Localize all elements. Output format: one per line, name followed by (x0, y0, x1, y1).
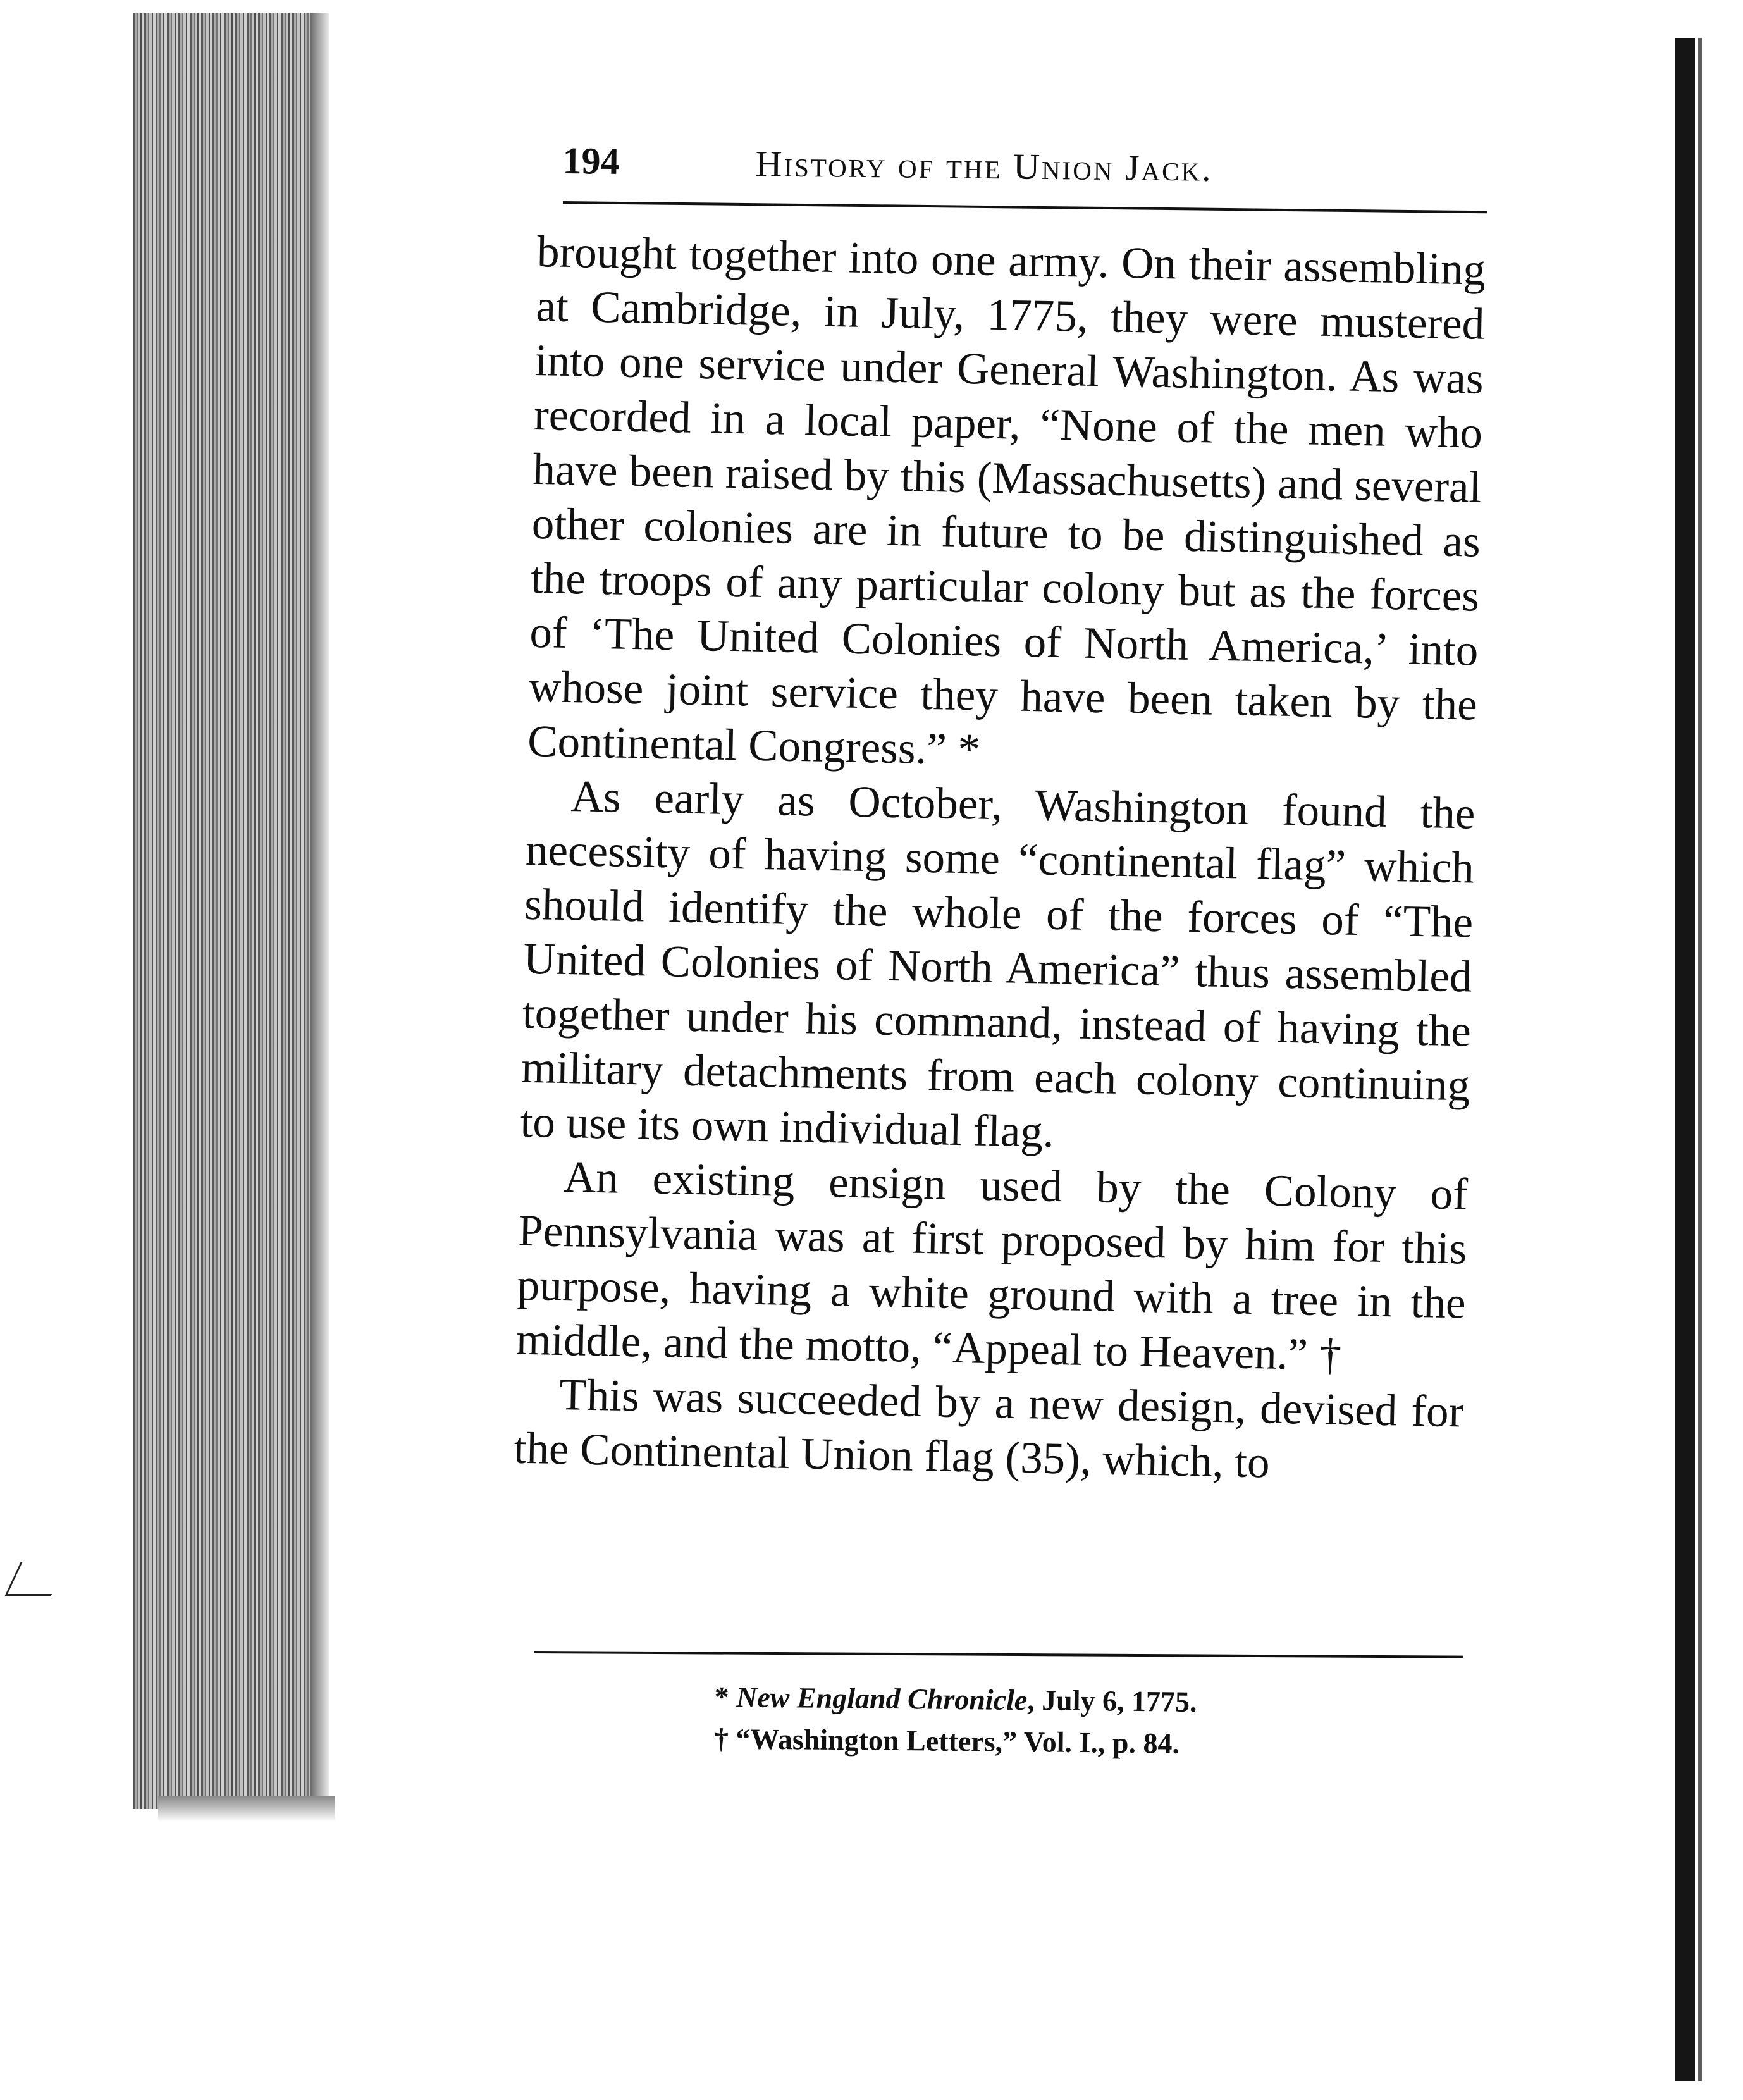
page-edge-bottom (158, 1796, 335, 1822)
header-rule (563, 201, 1487, 213)
body-text (514, 225, 1486, 1493)
footnote-source: “Washington Letters,” (736, 1722, 1018, 1758)
paragraph: This was succeeded by a new design, devised for the Continental Union flag (35), which, to (514, 1370, 1464, 1488)
footnote-mark: * (714, 1680, 729, 1714)
right-gutter-line (1698, 38, 1702, 2081)
footnote (714, 1676, 1474, 1726)
footnote-source: New England Chronicle (736, 1681, 1028, 1717)
footnote-mark: † (713, 1722, 729, 1755)
page-block-edge (133, 13, 323, 1809)
page-edge-shadow (310, 13, 329, 1809)
footnotes (714, 1676, 1474, 1768)
footnote-rule (534, 1651, 1463, 1658)
paragraph: An existing ensign used by the Colony of Pennsylvania was at first proposed by him for this purpose, having a white ground with a tree in the middle, and the motto, “Appeal to Heaven.” † (515, 1152, 1469, 1380)
paragraph: brought together into one army. On their assembling at Cambridge, in July, 1775, they were mustered into one service under General Washington. As was recorded in a local paper, “None of the men who have been raised by this (Massachusetts) and several other colonies are in future to be distinguished as the troops of any particular colony but as the forces of ‘The United Colonies of North America,’ into whose joint service they have been taken by the Continental Congress.” * (527, 226, 1486, 775)
running-head (562, 139, 1486, 199)
running-title: History of the Union Jack. (755, 143, 1213, 189)
footnote-detail: , July 6, 1775. (1026, 1684, 1197, 1718)
footnote-detail: Vol. I., p. 84. (1016, 1726, 1180, 1760)
page-number: 194 (562, 139, 620, 182)
margin-check-mark (5, 1562, 67, 1596)
footnote (714, 1718, 1474, 1768)
right-gutter (1675, 38, 1695, 2081)
paragraph: As early as October, Washington found the necessity of having some “continental flag” which should identify the whole of the forces of “The United Colonies of North America” thus assembled together under his command, instead of having the military detachments from each colony continuing to use its own individual flag. (520, 772, 1476, 1157)
